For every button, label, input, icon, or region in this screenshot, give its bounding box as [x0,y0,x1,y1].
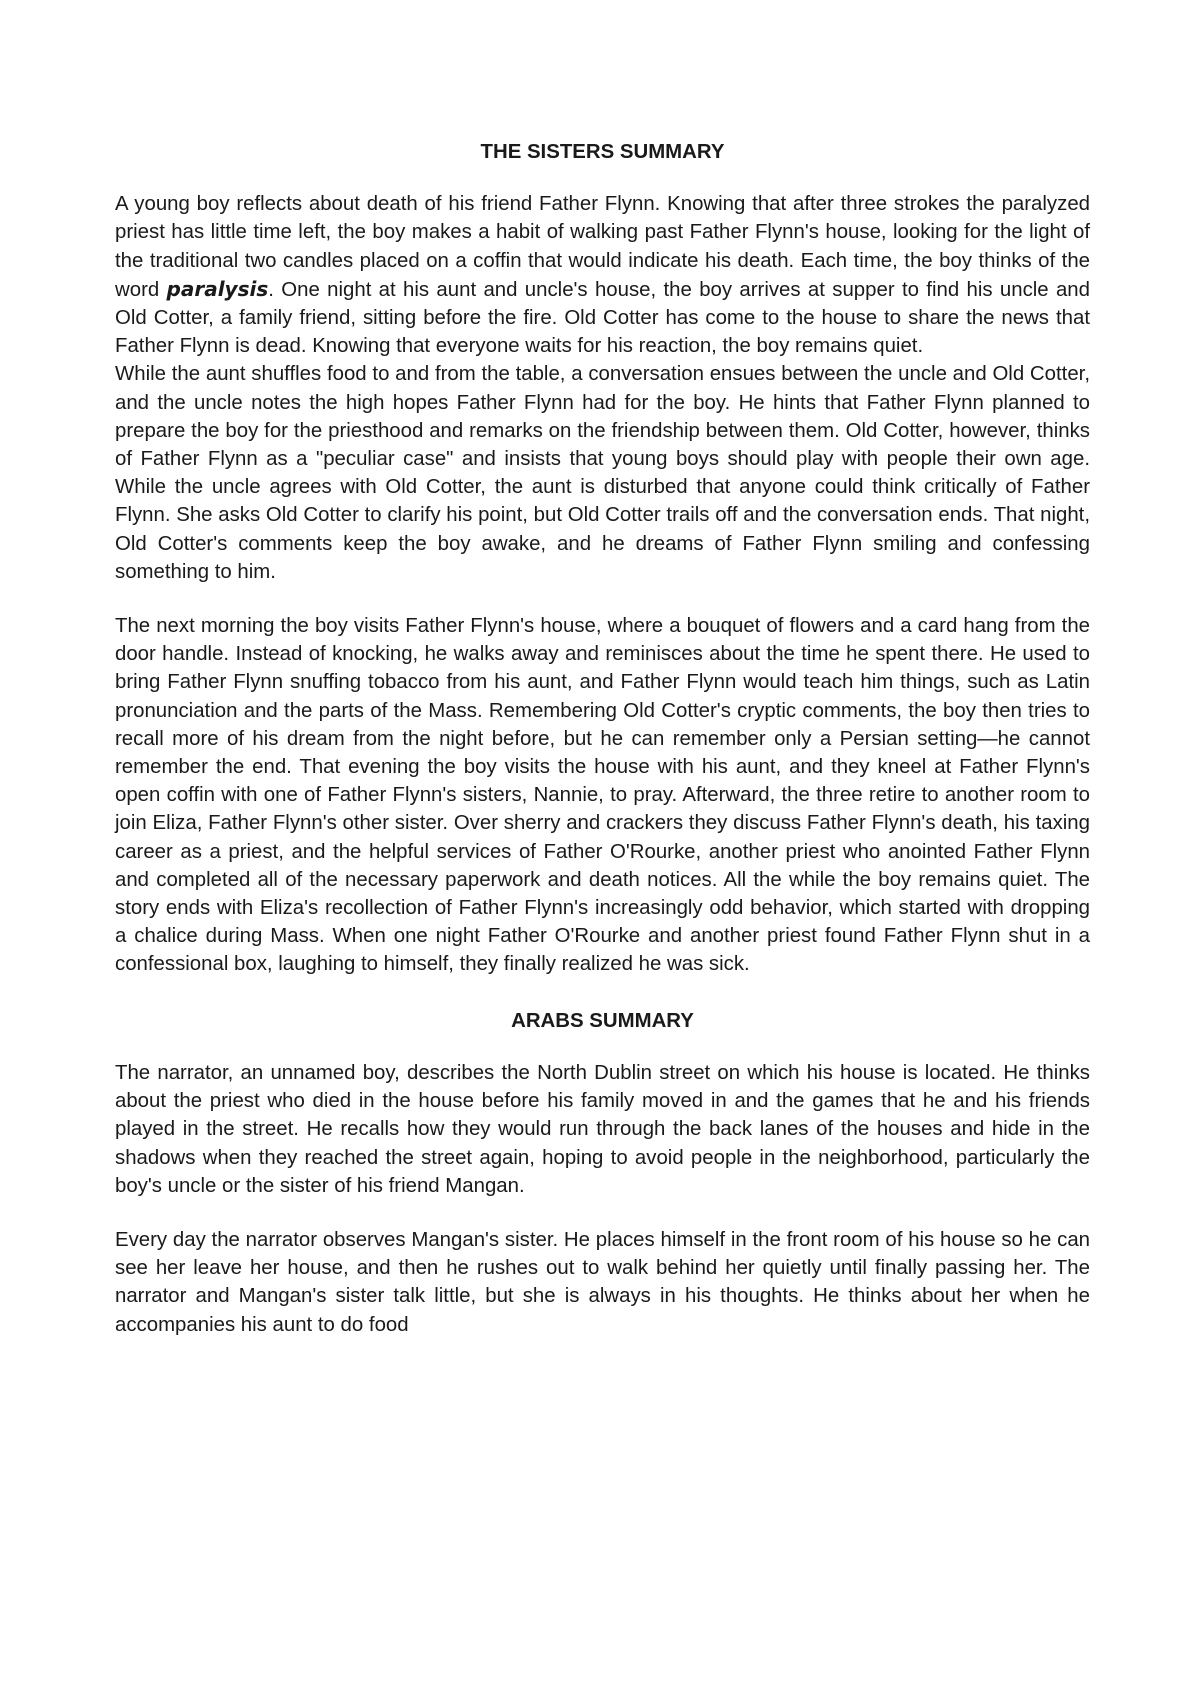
emphasized-word: paralysis [166,276,269,301]
document-page [115,138,1090,1339]
sisters-paragraph-3: The next morning the boy visits Father Flynn's house, where a bouquet of flowers and a card hang from the door handle. Instead of knocking, he walks away and reminisces about the time he spent there. He used to bring Father Flynn snuffing tobacco from his aunt, and Father Flynn would teach him things, such as Latin pronunciation and the parts of the Mass. Remembering Old Cotter's cryptic comments, the boy then tries to recall more of his dream from the night before, but he can remember only a Persian setting—he cannot remember the end. That evening the boy visits the house with his aunt, and they kneel at Father Flynn's open coffin with one of Father Flynn's sisters, Nannie, to pray. Afterward, the three retire to another room to join Eliza, Father Flynn's other sister. Over sherry and crackers they discuss Father Flynn's death, his taxing career as a priest, and the helpful services of Father O'Rourke, another priest who anointed Father Flynn and completed all of the necessary paperwork and death notices. All the while the boy remains quiet. The story ends with Eliza's recollection of Father Flynn's increasingly odd behavior, which started with dropping a chalice during Mass. When one night Father O'Rourke and another priest found Father Flynn shut in a confessional box, laughing to himself, they finally realized he was sick. [115,615,1090,976]
sisters-paragraph-2: While the aunt shuffles food to and from the table, a conversation ensues between the uncle and Old Cotter, and the uncle notes the high hopes Father Flynn had for the boy. He hints that Father Flynn planned to prepare the boy for the priesthood and remarks on the friendship between them. Old Cotter, however, thinks of Father Flynn as a "peculiar case" and insists that young boys should play with people their own age. While the uncle agrees with Old Cotter, the aunt is disturbed that anyone could think critically of Father Flynn. She asks Old Cotter to clarify his point, but Old Cotter trails off and the conversation ends. That night, Old Cotter's comments keep the boy awake, and he dreams of Father Flynn smiling and confessing something to him. [115,363,1090,583]
sisters-paragraph-1-text-before: A young boy reflects about death of his friend Father Flynn. Knowing that after three strokes the paralyzed priest has little time left, the boy makes a habit of walking past Father Flynn's house, looking for the light of the traditional two candles placed on a coffin that would indicate his death. Each time, the boy thinks of the word [115,193,1090,301]
sisters-paragraph-1-text-after: . One night at his aunt and uncle's house, the boy arrives at supper to find his uncle and Old Cotter, a family friend, sitting before the fire. Old Cotter has come to the house to share the news that Father Flynn is dead. Knowing that everyone waits for his reaction, the boy remains quiet. [115,278,1090,358]
arabs-paragraph-2: Every day the narrator observes Mangan's sister. He places himself in the front room of his house so he can see her leave her house, and then he rushes out to walk behind her quietly until finally passing her. The narrator and Mangan's sister talk little, but she is always in his thoughts. He thinks about her when he accompanies his aunt to do food [115,1228,1090,1336]
section-title-the-sisters: THE SISTERS SUMMARY [480,141,725,163]
section-title-arabs: ARABS SUMMARY [511,1009,694,1032]
arabs-paragraph-1: The narrator, an unnamed boy, describes the North Dublin street on which his house is located. He thinks about the priest who died in the house before his family moved in and the games that he and his friends played in the street. He recalls how they would run through the back lanes of the houses and hide in the shadows when they reached the street again, hoping to avoid people in the neighborhood, particularly the boy's uncle or the sister of his friend Mangan. [115,1061,1090,1197]
sisters-paragraph-1 [115,190,1090,360]
